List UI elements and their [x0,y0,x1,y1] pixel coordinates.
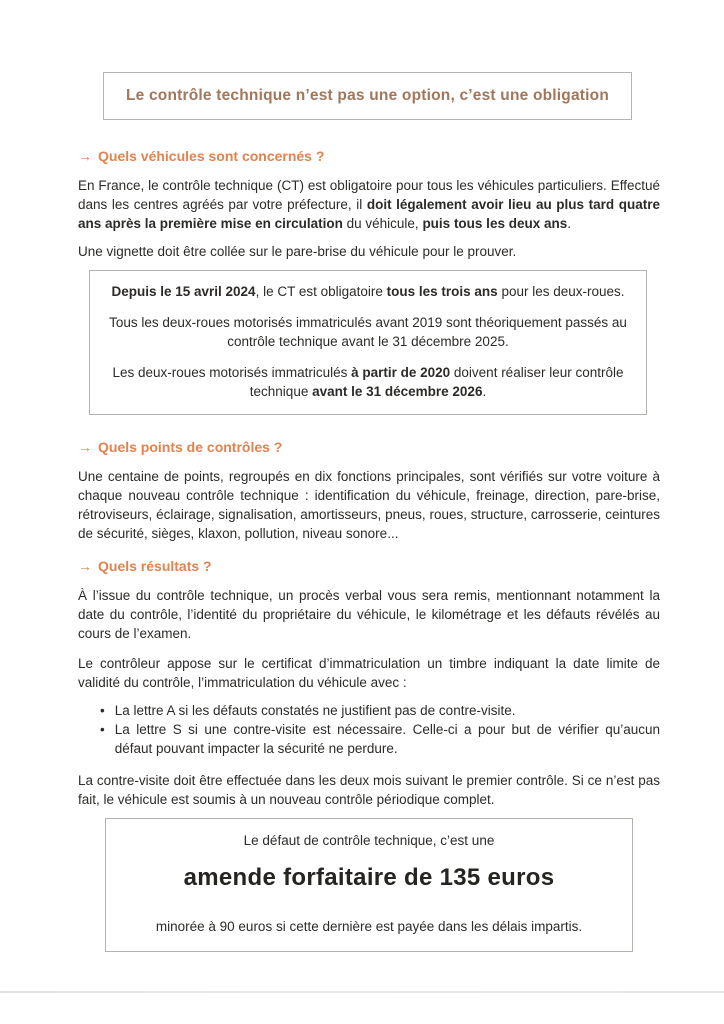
fine-box-intro: Le défaut de contrôle technique, c’est une [243,833,495,848]
paragraph-vehicules-1: En France, le contrôle technique (CT) est obligatoire pour tous les véhicules particuliers. Effectué dans les centres agréés par votre préfecture, il doit légalement avoir lieu au plus tard quatre ans après la première mise en circulation du véhicule, puis tous les deux ans. [78,178,660,231]
title-banner-text: Le contrôle technique n’est pas une option, c’est une obligation [125,87,609,104]
bullet-icon: • [100,722,105,737]
fine-box-note: minorée à 90 euros si cette dernière est payée dans les délais impartis. [155,919,583,934]
document-content [78,148,660,952]
section-heading-points [78,439,660,456]
bullet-text-letter-s: La lettre S si une contre-visite est nécessaire. Celle-ci a pour but de vérifier qu’aucun défaut pouvant impacter la sécurité ne perdure. [114,722,660,756]
bullet-text-letter-a: La lettre A si les défauts constatés ne justifient pas de contre-visite. [114,703,516,718]
section-heading-resultats [78,558,660,575]
two-wheelers-info-box [89,270,647,415]
scan-artifact-line [0,991,724,993]
section-heading-text: Quels résultats ? [98,558,212,574]
paragraph-resultats-1: À l’issue du contrôle technique, un procès verbal vous sera remis, mentionnant notamment la date du contrôle, l’identité du propriétaire du véhicule, le kilométrage et les défauts révélés au cours de l’examen. [78,588,660,641]
info-box-line-3: Les deux-roues motorisés immatriculés à partir de 2020 doivent réaliser leur contrôle technique avant le 31 décembre 2026. [112,365,624,399]
arrow-right-icon: → [78,439,92,455]
paragraph-points-1: Une centaine de points, regroupés en dix fonctions principales, sont vérifiés sur votre voiture à chaque nouveau contrôle technique : identification du véhicule, freinage, direction, pare-brise, rétroviseurs, éclairage, signalisation, amortisseurs, pneus, roues, structure, carrosserie, ceintures de sécurité, sièges, klaxon, pollution, niveau sonore... [78,469,660,541]
arrow-right-icon: → [78,148,92,164]
fine-box-amount: amende forfaitaire de 135 euros [183,864,555,891]
section-heading-vehicules [78,148,660,165]
list-item [100,720,660,758]
arrow-right-icon: → [78,558,92,574]
info-box-line-1: Depuis le 15 avril 2024, le CT est obligatoire tous les trois ans pour les deux-roues. [111,284,625,299]
section-heading-text: Quels véhicules sont concernés ? [98,148,325,164]
results-bullet-list [78,701,660,758]
section-heading-text: Quels points de contrôles ? [98,439,283,455]
info-box-line-2: Tous les deux-roues motorisés immatriculés avant 2019 sont théoriquement passés au contrôle technique avant le 31 décembre 2025. [109,315,627,349]
list-item [100,701,660,720]
title-banner [103,72,632,120]
paragraph-vehicules-2: Une vignette doit être collée sur le pare-brise du véhicule pour le prouver. [78,244,517,259]
paragraph-resultats-2: Le contrôleur appose sur le certificat d’immatriculation un timbre indiquant la date limite de validité du contrôle, l’immatriculation du véhicule avec : [78,656,660,690]
bullet-icon: • [100,703,105,718]
fine-amount-box [105,818,633,952]
paragraph-resultats-3: La contre-visite doit être effectuée dans les deux mois suivant le premier contrôle. Si ce n’est pas fait, le véhicule est soumis à un nouveau contrôle périodique complet. [78,773,660,807]
